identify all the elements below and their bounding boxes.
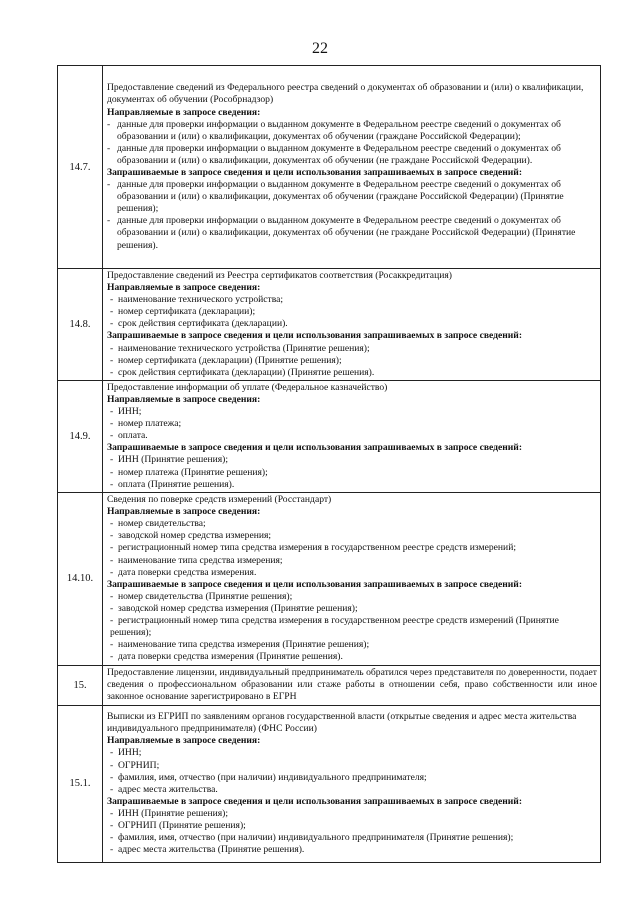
row-title: Сведения по поверке средств измерений (Росстандарт) xyxy=(107,494,332,506)
row-content xyxy=(103,705,601,862)
list-item: - регистрационный номер типа средства измерения в государственном реестре средств измерений (Принятие решения); xyxy=(110,614,559,639)
list-item: - фамилия, имя, отчество (при наличии) индивидуального предпринимателя (Принятие решения); xyxy=(110,832,514,844)
row-content xyxy=(103,66,601,269)
list-item: - фамилия, имя, отчество (при наличии) индивидуального предпринимателя; xyxy=(110,771,427,783)
list-item: - номер свидетельства; xyxy=(110,518,206,530)
list-item: - наименование типа средства измерения; xyxy=(110,554,283,566)
list-item: - данные для проверки информации о выданном документе в Федеральном реестре сведений о документах об образовании и (или) о квалификации, документах об обучении (не граждане Российской Федерации). xyxy=(107,142,561,166)
services-table xyxy=(57,65,601,863)
row-number: 15. xyxy=(58,665,103,705)
list-item: - дата поверки средства измерения (Принятие решения). xyxy=(110,651,343,663)
list-item: - данные для проверки информации о выданном документе в Федеральном реестре сведений о документах об образовании и (или) о квалификации, документах об обучении (не граждане Российской Федерации) (Принятие решения). xyxy=(107,215,576,251)
list-item: - заводской номер средства измерения (Принятие решения); xyxy=(110,602,358,614)
list-item: - оплата (Принятие решения). xyxy=(110,478,235,490)
sent-header: Направляемые в запросе сведения: xyxy=(107,282,261,294)
row-title: Выписки из ЕГРИП по заявлениям органов государственной власти (открытые сведения и адрес места жительства индивидуального предпринимателя) (ФНС России) xyxy=(107,711,577,735)
list-item: - ИНН (Принятие решения); xyxy=(110,454,229,466)
list-item: - регистрационный номер типа средства измерения в государственном реестре средств измерений; xyxy=(110,542,516,554)
list-item: - ИНН; xyxy=(110,406,142,418)
page-number: 22 xyxy=(312,40,328,57)
requested-header: Запрашиваемые в запросе сведения и цели использования запрашиваемых в запросе сведений: xyxy=(107,167,523,178)
row-number: 15.1. xyxy=(58,705,103,862)
row-content xyxy=(103,269,601,381)
table-row xyxy=(58,269,601,381)
row-number: 14.7. xyxy=(58,66,103,269)
row-number: 14.10. xyxy=(58,492,103,665)
table-row xyxy=(58,66,601,269)
table-row xyxy=(58,705,601,862)
list-item: - номер платежа; xyxy=(110,418,182,430)
list-item: - оплата. xyxy=(110,430,148,442)
sent-header: Направляемые в запросе сведения: xyxy=(107,106,261,118)
list-item: - ИНН (Принятие решения); xyxy=(110,807,229,819)
list-item: - адрес места жительства. xyxy=(110,783,218,795)
list-item: - дата поверки средства измерения. xyxy=(110,566,257,578)
sent-header: Направляемые в запросе сведения: xyxy=(107,735,261,747)
list-item: - номер сертификата (декларации) (Принятие решения); xyxy=(110,354,342,366)
requested-header: Запрашиваемые в запросе сведения и цели использования запрашиваемых в запросе сведений: xyxy=(107,578,523,590)
list-item: - заводской номер средства измерения; xyxy=(110,530,272,542)
list-item: - номер свидетельства (Принятие решения); xyxy=(110,590,293,602)
list-item: - наименование технического устройства; xyxy=(110,294,284,306)
list-item: - номер сертификата (декларации); xyxy=(110,306,256,318)
list-item: - срок действия сертификата (декларации). xyxy=(110,318,288,330)
row-title: Предоставление информации об уплате (Федеральное казначейство) xyxy=(107,381,388,393)
table-row xyxy=(58,665,601,705)
row-title: Предоставление сведений из Федерального реестра сведений о документах об образовании и (или) о квалификации, документах об обучении (Рособрнадзор) xyxy=(107,82,584,106)
list-item: - данные для проверки информации о выданном документе в Федеральном реестре сведений о документах об образовании и (или) о квалификации, документах об обучении (граждане Российской Федерации) (Принятие решения); xyxy=(107,179,564,215)
requested-header: Запрашиваемые в запросе сведения и цели использования запрашиваемых в запросе сведений: xyxy=(107,795,523,807)
requested-header: Запрашиваемые в запросе сведения и цели использования запрашиваемых в запросе сведений: xyxy=(107,442,523,454)
list-item: - срок действия сертификата (декларации) (Принятие решения). xyxy=(110,366,375,378)
list-item: - ОГРНИП (Принятие решения); xyxy=(110,819,246,831)
requested-header: Запрашиваемые в запросе сведения и цели использования запрашиваемых в запросе сведений: xyxy=(107,330,523,342)
row-number: 14.9. xyxy=(58,380,103,492)
row-title: Предоставление лицензии, индивидуальный предприниматель обратился через представителя по доверенности, подает сведения о профессиональном образовании или стаже работы в отношении себя, право собственности или иное законное основание зарегистрировано в ЕГРН xyxy=(107,667,597,703)
row-number: 14.8. xyxy=(58,269,103,381)
list-item: - наименование типа средства измерения (Принятие решения); xyxy=(110,639,370,651)
row-content xyxy=(103,380,601,492)
list-item: - адрес места жительства (Принятие решения). xyxy=(110,844,305,856)
list-item: - данные для проверки информации о выданном документе в Федеральном реестре сведений о документах об образовании и (или) о квалификации, документах об обучении (граждане Российской Федерации); xyxy=(107,118,561,142)
list-item: - номер платежа (Принятие решения); xyxy=(110,466,268,478)
row-content xyxy=(103,665,601,705)
sent-header: Направляемые в запросе сведения: xyxy=(107,393,261,405)
list-item: - наименование технического устройства (Принятие решения); xyxy=(110,342,370,354)
row-content xyxy=(103,492,601,665)
list-item: - ОГРНИП; xyxy=(110,759,160,771)
table-row xyxy=(58,380,601,492)
row-title: Предоставление сведений из Реестра сертификатов соответствия (Росаккредитация) xyxy=(107,270,452,281)
table-row xyxy=(58,492,601,665)
list-item: - ИНН; xyxy=(110,747,142,759)
sent-header: Направляемые в запросе сведения: xyxy=(107,506,261,518)
